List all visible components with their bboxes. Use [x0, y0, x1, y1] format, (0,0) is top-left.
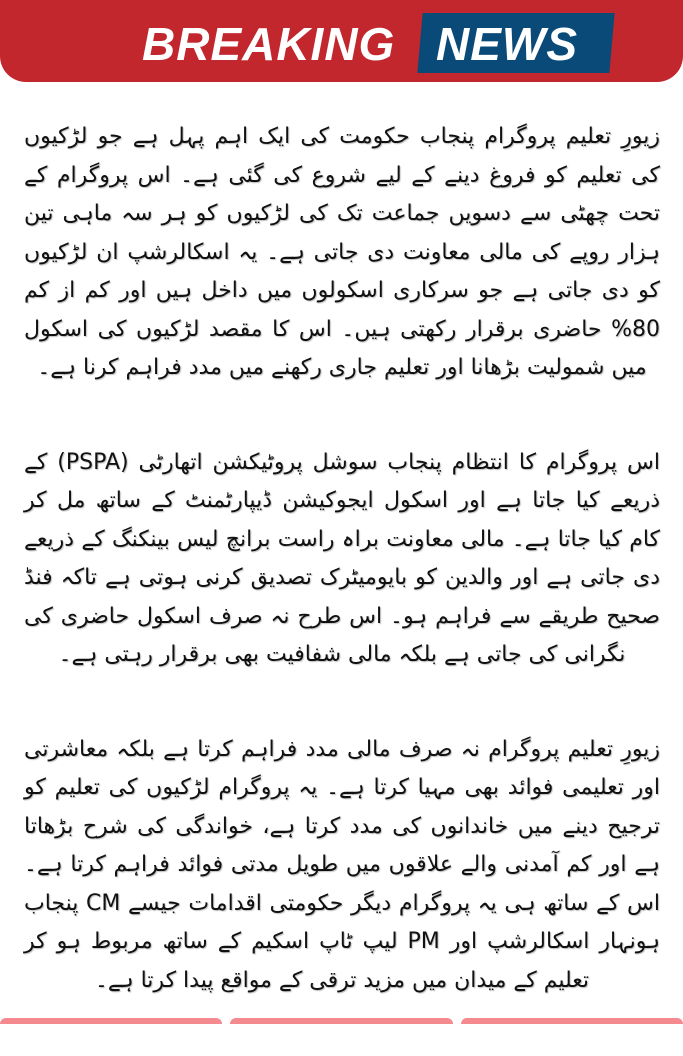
article-body: [24, 118, 660, 1056]
paragraph-intro: زیورِ تعلیم پروگرام پنجاب حکومت کی ایک اہم پہل ہے جو لڑکیوں کی تعلیم کو فروغ دینے کے لیے شروع کی گئی ہے۔ اس پروگرام کے تحت چھٹی سے دسویں جماعت تک کی لڑکیوں کو ہر سہ ماہی تین ہزار روپے کی مالی معاونت دی جاتی ہے۔ یہ اسکالرشپ ان لڑکیوں کو دی جاتی ہے جو سرکاری اسکولوں میں داخل ہیں اور کم از کم 80% حاضری برقرار رکھتی ہیں۔ اس کا مقصد لڑکیوں کی اسکول میں شمولیت بڑھانا اور تعلیم جاری رکھنے میں مدد فراہم کرنا ہے۔: [24, 124, 660, 380]
bottom-tab-bar: [0, 1018, 683, 1024]
banner-word-news: NEWS: [436, 18, 578, 70]
breaking-news-banner: [0, 0, 683, 82]
bottom-tab-2[interactable]: [230, 1018, 452, 1024]
paragraph-benefits: زیورِ تعلیم پروگرام نہ صرف مالی مدد فراہم کرتا ہے بلکہ معاشرتی اور تعلیمی فوائد بھی مہیا کرتا ہے۔ یہ پروگرام لڑکیوں کی تعلیم کو ترجیح دینے میں خاندانوں کی مدد کرتا ہے، خواندگی کی شرح بڑھاتا ہے اور کم آمدنی والے علاقوں میں طویل مدتی فوائد فراہم کرتا ہے۔ اس کے ساتھ ہی یہ پروگرام دیگر حکومتی اقدامات جیسے CM پنجاب ہونہار اسکالرشپ اور PM لیپ ٹاپ اسکیم کے ساتھ مربوط ہو کر تعلیم کے میدان میں مزید ترقی کے مواقع پیدا کرتا ہے۔: [24, 736, 660, 993]
bottom-tab-3[interactable]: [461, 1018, 683, 1024]
paragraph-administration: اس پروگرام کا انتظام پنجاب سوشل پروٹیکشن اتھارٹی (PSPA) کے ذریعے کیا جاتا ہے اور اسکول ایجوکیشن ڈیپارٹمنٹ کے ساتھ مل کر کام کیا جاتا ہے۔ مالی معاونت براہ راست برانچ لیس بینکنگ کے ذریعے دی جاتی ہے اور والدین کو بایومیٹرک تصدیق کرنی ہوتی ہے تاکہ فنڈ صحیح طریقے سے فراہم ہو۔ اس طرح نہ صرف اسکول حاضری کی نگرانی کی جاتی ہے بلکہ مالی شفافیت بھی برقرار رہتی ہے۔: [24, 449, 660, 667]
banner-word-breaking: BREAKING: [142, 18, 396, 70]
bottom-tab-1[interactable]: [0, 1018, 222, 1024]
